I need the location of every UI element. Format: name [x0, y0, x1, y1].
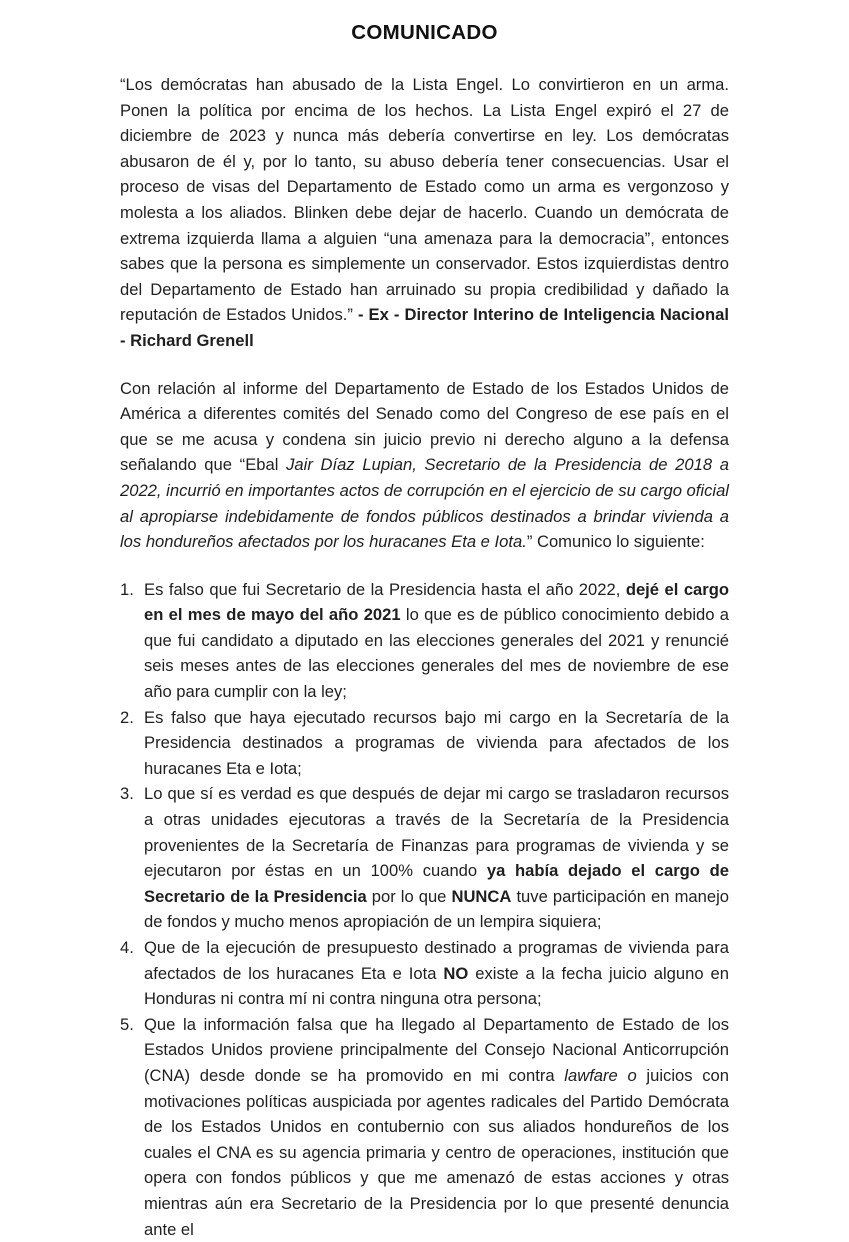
- claim-item: [120, 935, 729, 1012]
- text-run: ” Comunico lo siguiente:: [526, 532, 705, 552]
- page-title: COMUNICADO: [351, 21, 498, 44]
- claim-item: [120, 781, 729, 935]
- text-run: Es falso que fui Secretario de la Presidencia hasta el año 2022,: [144, 579, 626, 599]
- emphasis-bold: - Ex - Director Interino de Inteligencia Nacional - Richard Grenell: [120, 305, 729, 350]
- text-run: lo que es de público conocimiento debido a que fui candidato a diputado en las elecciones generales del 2021 y renuncié seis meses antes de las elecciones generales del mes de noviembre de ese año para cumplir con la ley;: [144, 605, 729, 702]
- emphasis-italic: Jair Díaz Lupian, Secretario de la Presidencia de 2018 a 2022, incurrió en importantes actos de corrupción en el ejercicio de su cargo oficial al apropiarse indebidamente de fondos públicos destinados a brindar vivienda a los hondureños afectados por los huracanes Eta e Iota.: [120, 455, 729, 552]
- emphasis-bold: dejé el cargo en el mes de mayo del año 2021: [144, 579, 730, 625]
- text-run: Que de la ejecución de presupuesto destinado a programas de vivienda para afectados de los huracanes Eta e Iota: [144, 938, 729, 983]
- emphasis-bold: NUNCA: [451, 886, 512, 906]
- claim-text: [144, 1012, 729, 1242]
- text-run: juicios con motivaciones políticas auspiciada por agentes radicales del Partido Demócrata de los Estados Unidos en contubernio con sus aliados hondureños de los cuales el CNA es su agencia primaria y centro de operaciones, institución que opera con fondos públicos y que me amenazó de estas acciones y otras mientras aún era Secretario de la Presidencia por lo que presenté denuncia ante el: [144, 1065, 729, 1239]
- grenell-quote-paragraph: [120, 72, 729, 354]
- text-run: existe a la fecha juicio alguno en Honduras ni contra mí ni contra ninguna otra persona;: [144, 963, 729, 1009]
- text-run: Es falso que haya ejecutado recursos bajo mi cargo en la Secretaría de la Presidencia destinados a programas de vivienda para afectados de los huracanes Eta e Iota;: [144, 707, 729, 778]
- text-run: por lo que: [366, 886, 452, 906]
- emphasis-bold: NO: [443, 963, 469, 983]
- text-run: tuve participación en manejo de fondos y mucho menos apropiación de un lempira siquiera;: [144, 886, 729, 932]
- claim-text: [144, 935, 729, 1012]
- claims-list: [120, 577, 729, 1242]
- document-body: [120, 72, 729, 1242]
- claim-item: [120, 1012, 729, 1242]
- claim-text: [144, 781, 729, 935]
- claim-text: [144, 705, 729, 782]
- intro-paragraph: [120, 376, 729, 555]
- text-run: Que la información falsa que ha llegado al Departamento de Estado de los Estados Unidos proviene principalmente del Consejo Nacional Anticorrupción (CNA) desde donde se ha promovido en mi contra: [144, 1014, 729, 1085]
- text-run: Lo que sí es verdad es que después de dejar mi cargo se trasladaron recursos a otras unidades ejecutoras a través de la Secretaría de la Presidencia provenientes de la Secretaría de Finanzas para programas de vivienda y se ejecutaron por éstas en un 100% cuando: [144, 784, 729, 881]
- claim-item: [120, 705, 729, 782]
- emphasis-italic: lawfare o: [564, 1065, 637, 1085]
- text-run: Con relación al informe del Departamento de Estado de los Estados Unidos de América a diferentes comités del Senado como del Congreso de ese país en el que se me acusa y condena sin juicio previo ni derecho alguno a la defensa señalando que “Ebal: [120, 378, 729, 475]
- text-run: “Los demócratas han abusado de la Lista Engel. Lo convirtieron en un arma. Ponen la política por encima de los hechos. La Lista Engel expiró el 27 de diciembre de 2023 y nunca más debería convertirse en ley. Los demócratas abusaron de él y, por lo tanto, su abuso debería tener consecuencias. Usar el proceso de visas del Departamento de Estado como un arma es vergonzoso y molesta a los aliados. Blinken debe dejar de hacerlo. Cuando un demócrata de extrema izquierda llama a alguien “una amenaza para la democracia”, entonces sabes que la persona es simplemente un conservador. Estos izquierdistas dentro del Departamento de Estado han arruinado su propia credibilidad y dañado la reputación de Estados Unidos.”: [120, 75, 729, 325]
- emphasis-bold: ya había dejado el cargo de Secretario de la Presidencia: [144, 861, 730, 906]
- claim-item: [120, 577, 729, 705]
- claim-text: [144, 577, 729, 705]
